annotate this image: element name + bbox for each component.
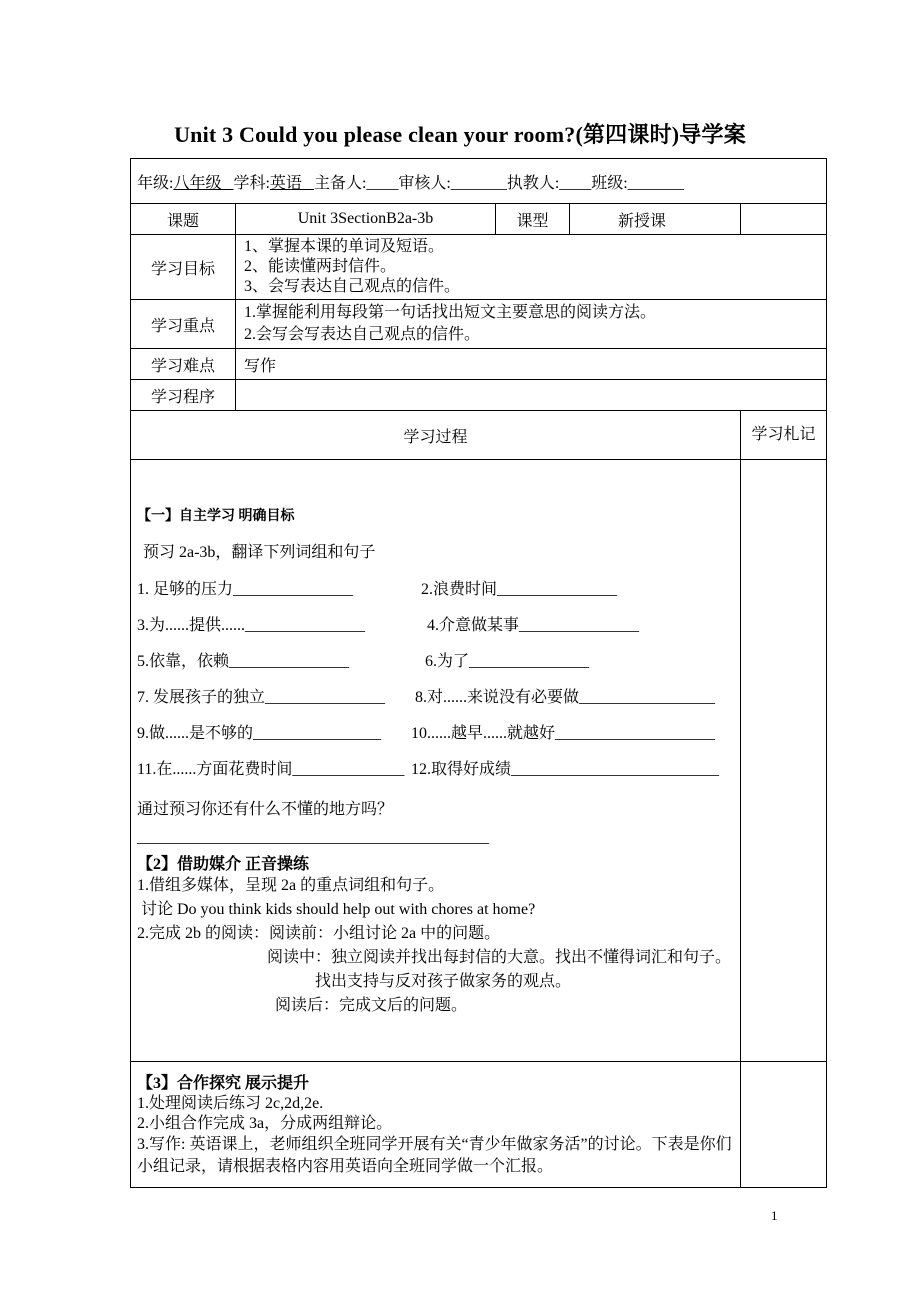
notes-cell <box>741 460 827 1062</box>
vocab-item: 4.介意做某事_______________ <box>427 617 640 634</box>
preparer-label: 主备人:____ <box>313 174 399 192</box>
reviewer-label: 审核人:_______ <box>398 174 507 192</box>
vocab-item: 7. 发展孩子的独立_______________ <box>137 689 386 706</box>
vocab-row <box>137 752 734 788</box>
topic-label: 课题 <box>131 204 236 235</box>
goal-item: 1、掌握本课的单词及短语。 <box>244 238 445 255</box>
section2-line: 阅读后：完成文后的问题。 <box>275 997 468 1014</box>
section1-2-content <box>131 460 741 1062</box>
section2-heading: 【2】借助媒介 正音操练 <box>137 856 310 873</box>
vocab-item: 12.取得好成绩__________________________ <box>411 761 720 778</box>
vocab-item: 5.依靠，依赖_______________ <box>137 653 350 670</box>
section2-line: 阅读中：独立阅读并找出每封信的大意。找出不懂得词汇和句子。 <box>267 949 732 966</box>
vocab-item: 6.为了_______________ <box>425 653 590 670</box>
goals-list <box>236 235 827 300</box>
section1-2-row <box>131 460 827 1062</box>
section2-line: 讨论 Do you think kids should help out with chores at home? <box>137 901 536 918</box>
vocab-item: 8.对......来说没有必要做_________________ <box>415 689 716 706</box>
key-points-label: 学习重点 <box>131 300 236 349</box>
vocab-item: 9.做......是不够的________________ <box>137 725 382 742</box>
process-header: 学习过程 <box>131 411 741 460</box>
key-point-item: 1.掌握能利用每段第一句话找出短文主要意思的阅读方法。 <box>244 304 657 321</box>
page-number: 1 <box>771 1208 778 1223</box>
vocab-item: 1. 足够的压力_______________ <box>137 581 354 598</box>
section3-row <box>131 1062 827 1188</box>
procedure-row <box>131 380 827 411</box>
difficulty-row <box>131 349 827 380</box>
goals-row <box>131 235 827 300</box>
subject-label: 学科: <box>233 174 270 192</box>
vocab-row <box>137 716 734 752</box>
section1-heading: 【一】自主学习 明确目标 <box>137 509 295 524</box>
goals-label: 学习目标 <box>131 235 236 300</box>
notes-header: 学习札记 <box>741 411 827 460</box>
difficulty-value: 写作 <box>236 349 827 380</box>
grade-label: 年级: <box>137 174 174 192</box>
info-row <box>131 159 827 204</box>
difficulty-label: 学习难点 <box>131 349 236 380</box>
vocab-list <box>137 572 734 788</box>
vocab-row <box>137 644 734 680</box>
info-cell <box>131 159 827 204</box>
goal-item: 2、能读懂两封信件。 <box>244 258 397 275</box>
class-label: 班级:_______ <box>591 174 684 192</box>
section3-line: 1.处理阅读后练习 2c,2d,2e. <box>137 1095 324 1112</box>
key-point-item: 2.会写会写表达自己观点的信件。 <box>244 326 481 343</box>
section3-heading: 【3】合作探究 展示提升 <box>137 1075 310 1092</box>
vocab-item: 11.在......方面花费时间______________ <box>137 761 405 778</box>
section3-content <box>131 1062 741 1188</box>
topic-value: Unit 3SectionB2a-3b <box>236 204 496 235</box>
section2-line: 找出支持与反对孩子做家务的观点。 <box>315 973 572 990</box>
study-guide-table <box>130 158 827 1188</box>
key-points-list <box>236 300 827 349</box>
vocab-item: 10......越早......就越好____________________ <box>411 725 716 742</box>
section1-question: 通过预习你还有什么不懂的地方吗？ <box>137 801 394 818</box>
topic-row <box>131 204 827 235</box>
vocab-row <box>137 572 734 608</box>
goal-item: 3、会写表达自己观点的信件。 <box>244 278 461 295</box>
document-title: Unit 3 Could you please clean your room?(第四课时)导学案 <box>174 122 746 147</box>
section3-line: 2.小组合作完成 3a，分成两组辩论。 <box>137 1115 393 1132</box>
subject-value: 英语 <box>269 174 302 192</box>
vocab-item: 2.浪费时间_______________ <box>421 581 618 598</box>
section1-intro: 预习 2a-3b，翻译下列词组和句子 <box>143 544 376 561</box>
type-label: 课型 <box>496 204 570 235</box>
section2-line: 1.借组多媒体，呈现 2a 的重点词组和句子。 <box>137 877 445 894</box>
notes-cell <box>741 1062 827 1188</box>
grade-value: 八年级 <box>173 174 222 192</box>
vocab-item: 3.为......提供......_______________ <box>137 617 366 634</box>
vocab-row <box>137 608 734 644</box>
vocab-row <box>137 680 734 716</box>
section3-line: 3.写作: 英语课上，老师组织全班同学开展有关“青少年做家务活”的讨论。下表是你们小组记录，请根据表格内容用英语向全班同学做一个汇报。 <box>137 1136 732 1175</box>
key-points-row <box>131 300 827 349</box>
section1-answer-line: ____________________________________________ <box>137 829 489 846</box>
process-header-row <box>131 411 827 460</box>
section2-line: 2.完成 2b 的阅读：阅读前：小组讨论 2a 中的问题。 <box>137 925 501 942</box>
procedure-label: 学习程序 <box>131 380 236 411</box>
teacher-label: 执教人:____ <box>506 174 592 192</box>
type-value: 新授课 <box>570 204 741 235</box>
